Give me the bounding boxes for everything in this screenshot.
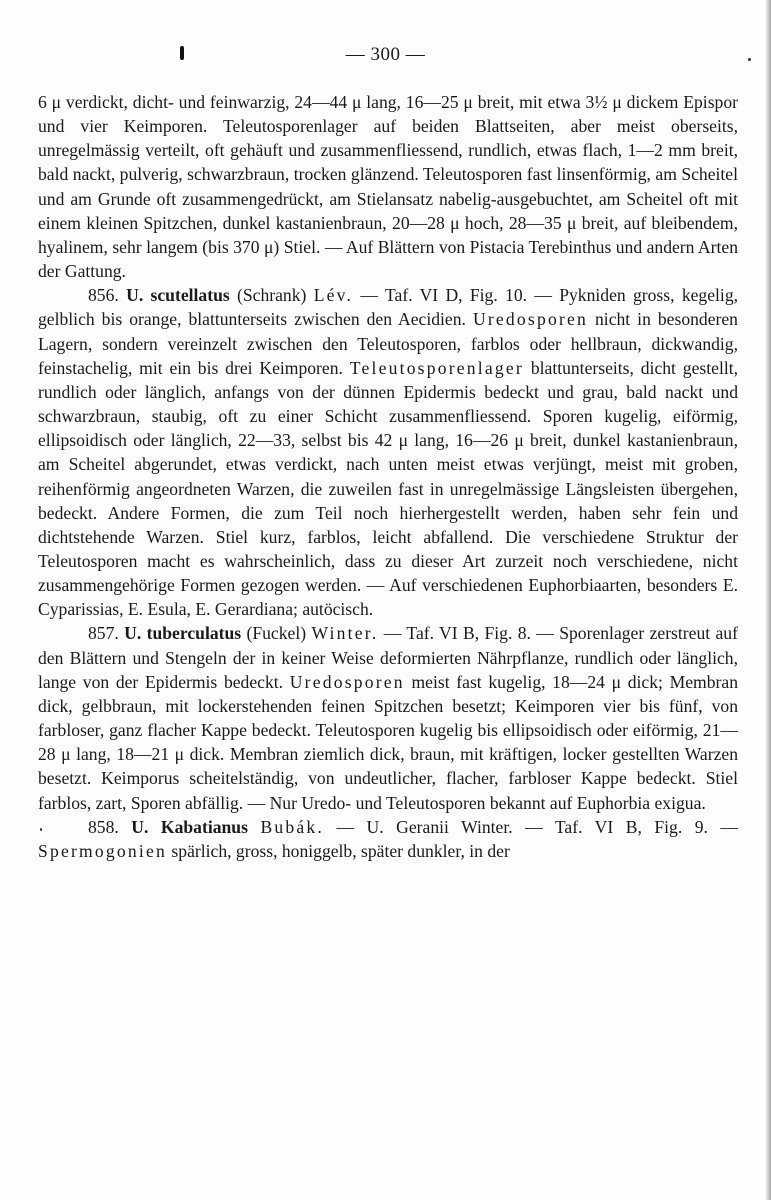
entry-species: tuberculatus bbox=[146, 623, 242, 644]
entry-genus: U. bbox=[124, 623, 142, 644]
entry-genus: U. bbox=[131, 816, 149, 837]
scan-speck bbox=[748, 58, 751, 61]
entry-857 bbox=[38, 621, 738, 814]
entry-text: blattunterseits, dicht gestellt, rundlich oder länglich, anfangs von der dünnen Epidermis bedeckt und grau, bald nackt und schwarzbraun, staubig, oft zu einer Schicht zusammenfliessend. Sporen kugelig, eiförmig, ellipsoidisch oder länglich, 22—33, selbst bis 42 μ lang, 16—26 μ breit, dunkel kastanienbraun, am Scheitel abgerundet, etwas verdickt, nach unten meist etwas verjüngt, meist mit groben, reihenförmig angeordneten Warzen, die zuweilen fast in unregelmässige Längsleisten übergehen, bedeckt. Andere Formen, die zum Teil noch hierhergestellt werden, haben sehr fein und dichtstehende Warzen. Stiel kurz, farblos, leicht abfallend. Die verschiedene Struktur der Teleutosporen macht es wahrscheinlich, dass zu dieser Art zurzeit noch verschiedene, nicht zusammengehörige Formen gezogen werden. — Auf verschiedenen Euphorbiaarten, besonders E. Cyparissias, E. Esula, E. Gerardiana; autöcisch. bbox=[38, 357, 739, 620]
entry-858 bbox=[38, 815, 738, 863]
entry-author-2: Lév. bbox=[313, 285, 354, 306]
entry-number: 856. bbox=[88, 285, 119, 306]
page-number: — 300 — bbox=[345, 44, 426, 65]
entry-text: nicht in besonderen Lagern, sondern vereinzelt zwischen den Teleutosporen, farblos oder hellbraun, dickwandig, feinstachelig, mit ein bis drei Keimporen. bbox=[38, 309, 738, 378]
entry-text: — U. Geranii Winter. — Taf. VI B, Fig. 9. — bbox=[323, 816, 738, 837]
entry-text: — Taf. VI B, Fig. 8. — Sporenlager zerstreut auf den Blättern und Stengeln der in keiner Weise deformierten Nährpflanze, rundlich oder länglich, lange von der Epidermis bedeckt. bbox=[38, 623, 738, 692]
page-edge-shadow bbox=[765, 0, 771, 1200]
entry-spaced-term: Uredosporen bbox=[472, 309, 589, 330]
text-body bbox=[38, 90, 738, 863]
entry-author-2: Winter. bbox=[311, 623, 379, 644]
entry-text: spärlich, gross, honiggelb, später dunkler, in der bbox=[167, 840, 510, 861]
entry-species: Kabatianus bbox=[160, 816, 248, 837]
paragraph-text: 6 μ verdickt, dicht- und feinwarzig, 24—44 μ lang, 16—25 μ breit, mit etwa 3½ μ dickem Epispor und vier Keimporen. Teleutosporenlager auf beiden Blattseiten, aber meist oberseits, unregelmässig verteilt, oft gehäuft und zusammenfliessend, rundlich, etwas flach, 1—2 mm breit, bald nackt, pulverig, schwarzbraun, trocken glänzend. Teleutosporen fast linsenförmig, am Scheitel und am Grunde oft zusammengedrückt, am Stielansatz nabelig-ausgebuchtet, am Scheitel oft mit einem kleinen Spitzchen, dunkel kastanienbraun, 20—28 μ hoch, 28—35 μ breit, auf bleibendem, hyalinem, sehr langem (bis 370 μ) Stiel. — Auf Blättern von Pistacia Terebinthus und andern Arten der Gattung. bbox=[38, 92, 738, 282]
scan-speck bbox=[40, 828, 42, 831]
entry-text: — Taf. VI D, Fig. 10. — Pykniden gross, kegelig, gelblich bis orange, blattunterseits zwischen den Aecidien. bbox=[38, 285, 739, 330]
entry-text: meist fast kugelig, 18—24 μ dick; Membran dick, gelbbraun, mit lockerstehenden feinen Spitzchen besetzt; Keimporen vier bis fünf, von farbloser, ganz flacher Kappe bedeckt. Teleutosporen kugelig bis ellipsoidisch oder eiförmig, 21—28 μ lang, 18—21 μ dick. Membran ziemlich dick, braun, mit kräftigen, locker gestellten Warzen besetzt. Keimporus scheitelständig, von undeutlicher, flacher, farbloser Kappe bedeckt. Stiel farblos, zart, Sporen abfällig. — Nur Uredo- und Teleutosporen bekannt auf Euphorbia exigua. bbox=[38, 671, 738, 813]
entry-spaced-term: Spermogonien bbox=[38, 840, 168, 861]
entry-author: (Schrank) bbox=[237, 285, 307, 306]
paragraph-continuation bbox=[38, 90, 738, 283]
entry-genus: U. bbox=[126, 285, 144, 306]
entry-number: 858. bbox=[88, 816, 119, 837]
entry-author: Bubák. bbox=[260, 816, 324, 837]
entry-species: scutellatus bbox=[150, 285, 230, 306]
entry-author: (Fuckel) bbox=[246, 623, 307, 644]
entry-spaced-term: Teleutosporenlager bbox=[349, 357, 524, 378]
entry-856 bbox=[38, 283, 738, 621]
entry-spaced-term: Uredosporen bbox=[289, 671, 405, 692]
entry-number: 857. bbox=[88, 623, 119, 644]
